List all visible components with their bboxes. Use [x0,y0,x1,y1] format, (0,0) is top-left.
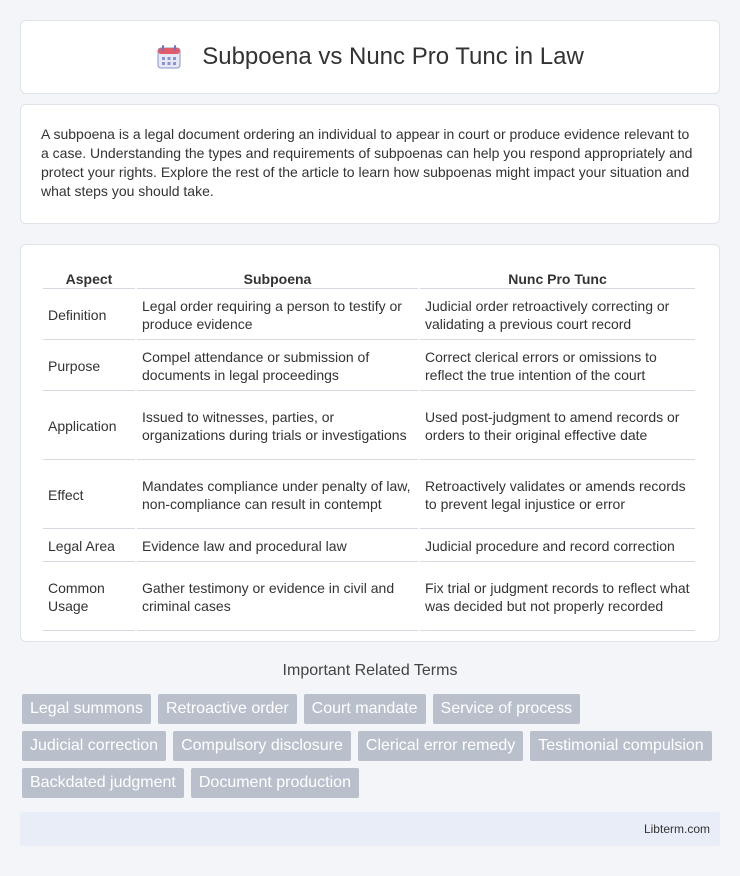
header-subpoena: Subpoena [137,267,418,289]
row-aspect: Effect [43,462,135,529]
table-row [43,393,695,460]
calendar-icon [156,44,182,70]
table-row [43,291,695,340]
related-term-tag[interactable]: Judicial correction [22,731,166,761]
row-aspect: Purpose [43,342,135,391]
related-term-tag[interactable]: Backdated judgment [22,768,184,798]
row-aspect: Application [43,393,135,460]
related-term-tag[interactable]: Legal summons [22,694,151,724]
related-terms-title: Important Related Terms [282,662,458,679]
row-subpoena: Legal order requiring a person to testify or produce evidence [137,291,418,340]
table-header-row [43,267,695,289]
row-nunc-pro-tunc: Used post-judgment to amend records or orders to their original effective date [420,393,695,460]
intro-text: A subpoena is a legal document ordering an individual to appear in court or produce evidence relevant to a case. Understanding the types and requirements of subpoenas can help you respond appropriately and protect your rights. Explore the rest of the article to learn how subpoenas might impact your situation and what steps you should take. [41,126,693,199]
related-term-tag[interactable]: Court mandate [304,694,426,724]
row-nunc-pro-tunc: Correct clerical errors or omissions to reflect the true intention of the court [420,342,695,391]
header-card [20,20,720,94]
table-row [43,531,695,562]
related-term-tag[interactable]: Retroactive order [158,694,297,724]
footer-site-link[interactable]: Libterm.com [643,822,710,836]
table-row [43,462,695,529]
page-title: Subpoena vs Nunc Pro Tunc in Law [202,43,584,70]
row-subpoena: Compel attendance or submission of documents in legal proceedings [137,342,418,391]
related-terms-list [22,694,722,798]
row-nunc-pro-tunc: Fix trial or judgment records to reflect what was decided but not properly recorded [420,564,695,631]
row-subpoena: Mandates compliance under penalty of law, non-compliance can result in contempt [137,462,418,529]
intro-card [20,104,720,224]
related-term-tag[interactable]: Testimonial compulsion [530,731,711,761]
related-term-tag[interactable]: Compulsory disclosure [173,731,351,761]
related-term-tag[interactable]: Clerical error remedy [358,731,523,761]
related-term-tag[interactable]: Service of process [433,694,581,724]
comparison-table [41,265,697,633]
row-aspect: Legal Area [43,531,135,562]
table-row [43,342,695,391]
row-aspect: Definition [43,291,135,340]
related-term-tag[interactable]: Document production [191,768,359,798]
row-nunc-pro-tunc: Retroactively validates or amends records to prevent legal injustice or error [420,462,695,529]
footer [20,812,720,846]
comparison-card [20,244,720,642]
header-aspect: Aspect [43,267,135,289]
row-nunc-pro-tunc: Judicial procedure and record correction [420,531,695,562]
row-nunc-pro-tunc: Judicial order retroactively correcting or validating a previous court record [420,291,695,340]
row-subpoena: Issued to witnesses, parties, or organizations during trials or investigations [137,393,418,460]
row-aspect: Common Usage [43,564,135,631]
table-row [43,564,695,631]
header-nunc-pro-tunc: Nunc Pro Tunc [420,267,695,289]
row-subpoena: Evidence law and procedural law [137,531,418,562]
row-subpoena: Gather testimony or evidence in civil and criminal cases [137,564,418,631]
